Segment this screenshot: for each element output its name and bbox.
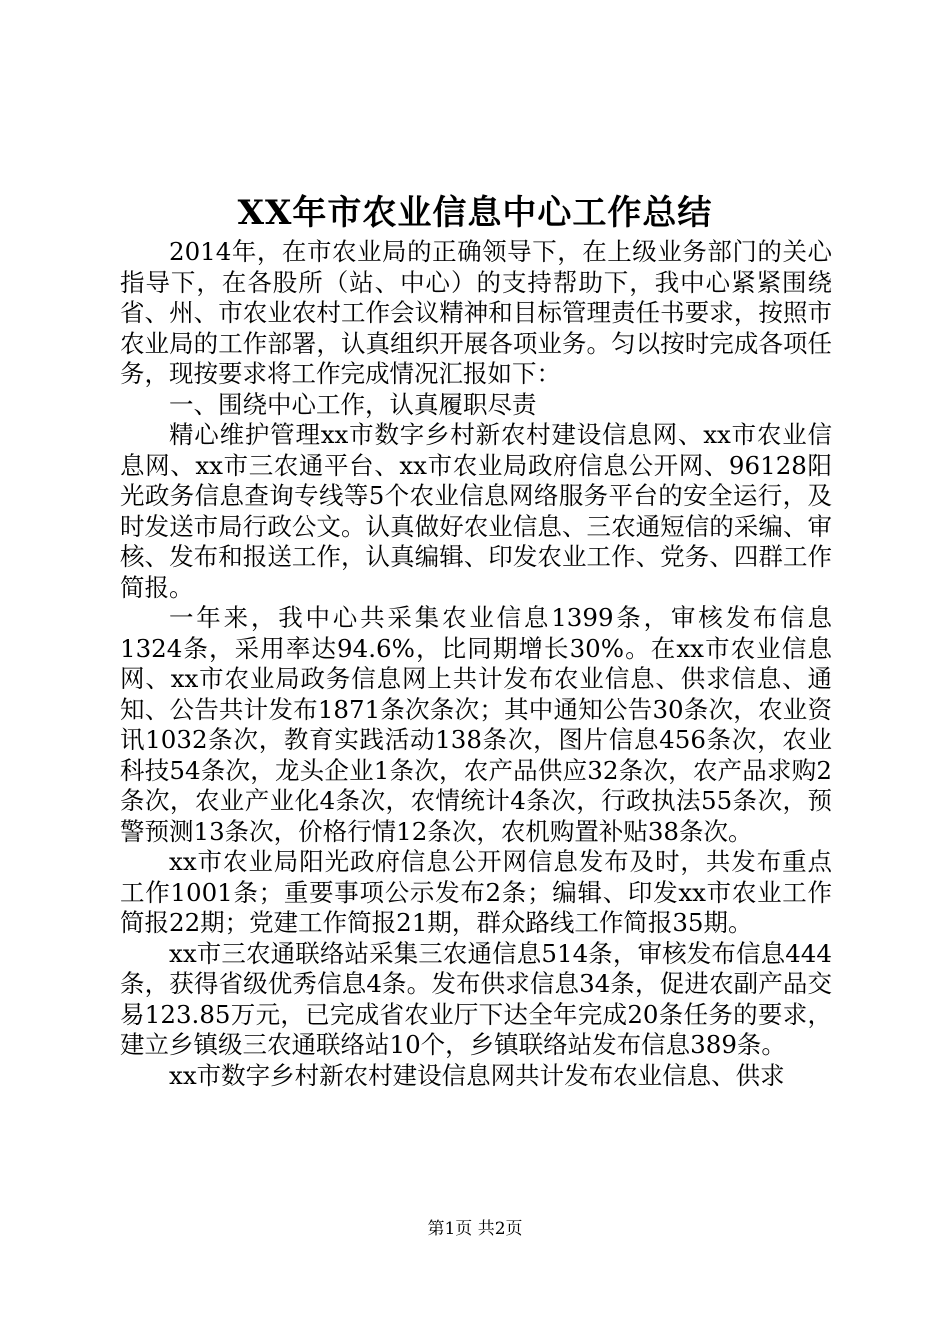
section-heading-1: 一、围绕中心工作，认真履职尽责	[169, 389, 537, 419]
paragraph-sannongtong: xx市三农通联络站采集三农通信息514条，审核发布信息444条，获得省级优秀信息4条。发布供求信息34条，促进农副产品交易123.85万元，已完成省农业厅下达全年完成20条任务的要求，建立乡镇级三农通联络站10个，乡镇联络站发布信息389条。	[120, 938, 832, 1059]
paragraph-digital-village: xx市数字乡村新农村建设信息网共计发布农业信息、供求	[169, 1060, 785, 1090]
paragraph-statistics: 一年来，我中心共采集农业信息1399条，审核发布信息1324条，采用率达94.6%，比同期增长30%。在xx市农业信息网、xx市农业局政务信息网上共计发布农业信息、供求信息、通知、公告共计发布1871条次条次；其中通知公告30条次，农业资讯1032条次，教育实践活动138条次，图片信息456条次，农业科技54条次，龙头企业1条次，农产品供应32条次，农产品求购2条次，农业产业化4条次，农情统计4条次，行政执法55条次，预警预测13条次，价格行情12条次，农机购置补贴38条次。	[120, 603, 832, 846]
paragraph-platforms: 精心维护管理xx市数字乡村新农村建设信息网、xx市农业信息网、xx市三农通平台、xx市农业局政府信息公开网、96128阳光政务信息查询专线等5个农业信息网络服务平台的安全运行，及时发送市局行政公文。认真做好农业信息、三农通短信的采编、审核、发布和报送工作，认真编辑、印发农业工作、党务、四群工作简报。	[120, 420, 832, 602]
page-footer: 第1页 共2页	[427, 1219, 523, 1239]
document-title: XX年市农业信息中心工作总结	[237, 193, 713, 233]
document-body	[120, 237, 832, 1091]
paragraph-gov-info: xx市农业局阳光政府信息公开网信息发布及时，共发布重点工作1001条；重要事项公示发布2条；编辑、印发xx市农业工作简报22期；党建工作简报21期，群众路线工作简报35期。	[120, 847, 832, 937]
paragraph-intro: 2014年，在市农业局的正确领导下，在上级业务部门的关心指导下，在各股所（站、中心）的支持帮助下，我中心紧紧围绕省、州、市农业农村工作会议精神和目标管理责任书要求，按照市农业局的工作部署，认真组织开展各项业务。匀以按时完成各项任务，现按要求将工作完成情况汇报如下：	[120, 237, 832, 388]
